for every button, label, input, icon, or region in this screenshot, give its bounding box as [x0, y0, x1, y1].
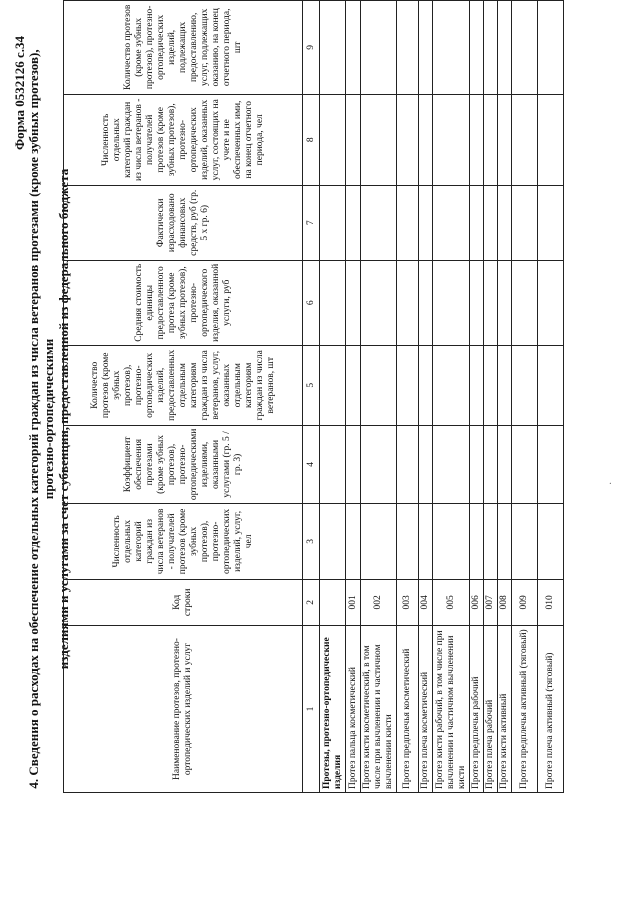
empty-cell: [498, 185, 512, 260]
empty-cell: [498, 260, 512, 345]
empty-cell: [320, 345, 346, 425]
col-number: 6: [303, 260, 320, 345]
col-header-spent: Фактически израсходовано финансовых средств, руб (гр. 5 x гр. 6): [64, 185, 303, 260]
empty-cell: [470, 345, 484, 425]
row-name: Протез плеча косметический: [419, 626, 433, 793]
col-number: 7: [303, 185, 320, 260]
empty-cell: [538, 94, 564, 185]
empty-cell: [498, 94, 512, 185]
row-code: 003: [397, 579, 419, 625]
table-row: [512, 1, 538, 793]
empty-cell: [419, 504, 433, 580]
row-code: 002: [361, 579, 397, 625]
empty-cell: [419, 345, 433, 425]
empty-cell: [498, 345, 512, 425]
empty-cell: [320, 94, 346, 185]
empty-cell: [346, 94, 361, 185]
table-row: [470, 1, 484, 793]
empty-cell: [397, 1, 419, 95]
table-row: [361, 1, 397, 793]
empty-cell: [320, 260, 346, 345]
table-row: [498, 1, 512, 793]
row-code: 006: [470, 579, 484, 625]
empty-cell: [512, 260, 538, 345]
empty-cell: [433, 94, 470, 185]
empty-cell: [484, 1, 498, 95]
row-code: 007: [484, 579, 498, 625]
empty-cell: [433, 425, 470, 503]
empty-cell: [361, 94, 397, 185]
row-name: Протез кисти активный: [498, 626, 512, 793]
empty-cell: [538, 425, 564, 503]
empty-cell: [470, 260, 484, 345]
row-name: Протез пальца косметический: [346, 626, 361, 793]
row-name: Протез кисти косметический, в том числе при вычленении и частичном вычленении кисти: [361, 626, 397, 793]
empty-cell: [320, 425, 346, 503]
empty-cell: [433, 260, 470, 345]
col-number: 3: [303, 504, 320, 580]
col-header-coefficient: Коэффициент обеспечения протезами (кроме зубных протезов), протезно-ортопедическими изделиями, оказанными услугами (гр. 5 / гр. 3): [64, 425, 303, 503]
empty-cell: [498, 1, 512, 95]
empty-cell: [433, 185, 470, 260]
empty-cell: [538, 260, 564, 345]
row-code: 005: [433, 579, 470, 625]
empty-cell: [361, 260, 397, 345]
empty-cell: [419, 260, 433, 345]
empty-cell: [397, 425, 419, 503]
empty-cell: [397, 345, 419, 425]
table-row: [419, 1, 433, 793]
empty-cell: [433, 345, 470, 425]
col-number: 4: [303, 425, 320, 503]
col-number: 5: [303, 345, 320, 425]
empty-cell: [512, 185, 538, 260]
table-row: [538, 1, 564, 793]
row-code: 009: [512, 579, 538, 625]
empty-cell: [512, 345, 538, 425]
empty-cell: [484, 260, 498, 345]
empty-cell: [433, 504, 470, 580]
empty-cell: [470, 185, 484, 260]
empty-cell: [470, 94, 484, 185]
scan-mark: ·: [606, 481, 617, 485]
empty-cell: [484, 425, 498, 503]
empty-cell: [538, 504, 564, 580]
empty-cell: [320, 504, 346, 580]
empty-cell: [538, 185, 564, 260]
column-numbers-row: [303, 1, 320, 793]
empty-cell: [320, 185, 346, 260]
empty-cell: [346, 504, 361, 580]
row-name: Протез кисти рабочий, в том числе при вычленении и частичном вычленении кисти: [433, 626, 470, 793]
row-name: Протез предплечья рабочий: [470, 626, 484, 793]
empty-cell: [346, 1, 361, 95]
empty-cell: [470, 504, 484, 580]
empty-cell: [346, 425, 361, 503]
empty-cell: [484, 185, 498, 260]
form-code: Форма 0532126 с.34: [12, 36, 27, 150]
col-header-quantity: Количество протезов (кроме зубных протезов), протезно-ортопедических изделий, предоставленных отдельным категориям граждан из числа ветеранов, услуг, оказанных отдельным категориям граждан из числа ветеранов, шт: [64, 345, 303, 425]
empty-cell: [320, 1, 346, 95]
empty-cell: [346, 185, 361, 260]
empty-cell: [512, 94, 538, 185]
header-row: [64, 1, 303, 793]
empty-cell: [484, 504, 498, 580]
table-row: [484, 1, 498, 793]
col-header-recipients: Численность отдельных категорий граждан из числа ветеранов - получателей протезов (кроме зубных протезов), протезно-ортопедических изделий, услуг, чел: [64, 504, 303, 580]
empty-cell: [538, 345, 564, 425]
empty-cell: [346, 345, 361, 425]
col-header-name: Наименование протезов, протезно-ортопедических изделий и услуг: [64, 626, 303, 793]
table-row: [320, 1, 346, 793]
row-name: Протез предплечья активный (тяговый): [512, 626, 538, 793]
empty-cell: [484, 345, 498, 425]
row-code: [320, 579, 346, 625]
row-code: 001: [346, 579, 361, 625]
col-header-code: Код строки: [64, 579, 303, 625]
empty-cell: [512, 504, 538, 580]
empty-cell: [397, 260, 419, 345]
empty-cell: [361, 345, 397, 425]
empty-cell: [419, 1, 433, 95]
empty-cell: [498, 425, 512, 503]
col-number: 2: [303, 579, 320, 625]
col-header-to-provide: Количество протезов (кроме зубных протезов), протезно-ортопедических изделий, подлежащих предоставлению, услуг, подлежащих оказанию, на конец отчетного периода, шт: [64, 1, 303, 95]
empty-cell: [484, 94, 498, 185]
empty-cell: [361, 1, 397, 95]
empty-cell: [512, 425, 538, 503]
empty-cell: [397, 185, 419, 260]
row-name: Протез плеча рабочий: [484, 626, 498, 793]
empty-cell: [397, 504, 419, 580]
title-line-1: 4. Сведения о расходах на обеспечение отдельных категорий граждан из числа ветеранов протезами (кроме зубных протезов), протезно-ортопедическими: [26, 49, 56, 789]
col-number: 8: [303, 94, 320, 185]
row-name: Протезы, протезно-ортопедические изделия: [320, 626, 346, 793]
row-code: 008: [498, 579, 512, 625]
row-code: 004: [419, 579, 433, 625]
empty-cell: [361, 504, 397, 580]
title-line-2: изделиями и услугами за счет субвенции, предоставленной из федерального бюджета: [56, 168, 71, 670]
empty-cell: [538, 1, 564, 95]
empty-cell: [419, 185, 433, 260]
row-code: 010: [538, 579, 564, 625]
table-row: [397, 1, 419, 793]
empty-cell: [361, 425, 397, 503]
table-row: [433, 1, 470, 793]
empty-cell: [470, 425, 484, 503]
row-name: Протез плеча активный (тяговый): [538, 626, 564, 793]
empty-cell: [419, 94, 433, 185]
empty-cell: [470, 1, 484, 95]
empty-cell: [512, 1, 538, 95]
col-header-avg-cost: Средняя стоимость единицы предоставленного протеза (кроме зубных протезов), протезно-ортопедического изделия, оказанной услуги, руб: [64, 260, 303, 345]
row-name: Протез предплечья косметический: [397, 626, 419, 793]
col-number: 9: [303, 1, 320, 95]
col-number: 1: [303, 626, 320, 793]
empty-cell: [498, 504, 512, 580]
table-row: [346, 1, 361, 793]
expenses-table: [63, 0, 564, 793]
empty-cell: [346, 260, 361, 345]
empty-cell: [397, 94, 419, 185]
empty-cell: [361, 185, 397, 260]
empty-cell: [419, 425, 433, 503]
col-header-waiting: Численность отдельных категорий граждан из числа ветеранов - получателей протезов (кроме зубных протезов), протезно-ортопедических изделий, оказанных услуг, состоящих на учете и не обеспеченных ими, на конец отчетного периода, чел: [64, 94, 303, 185]
empty-cell: [433, 1, 470, 95]
